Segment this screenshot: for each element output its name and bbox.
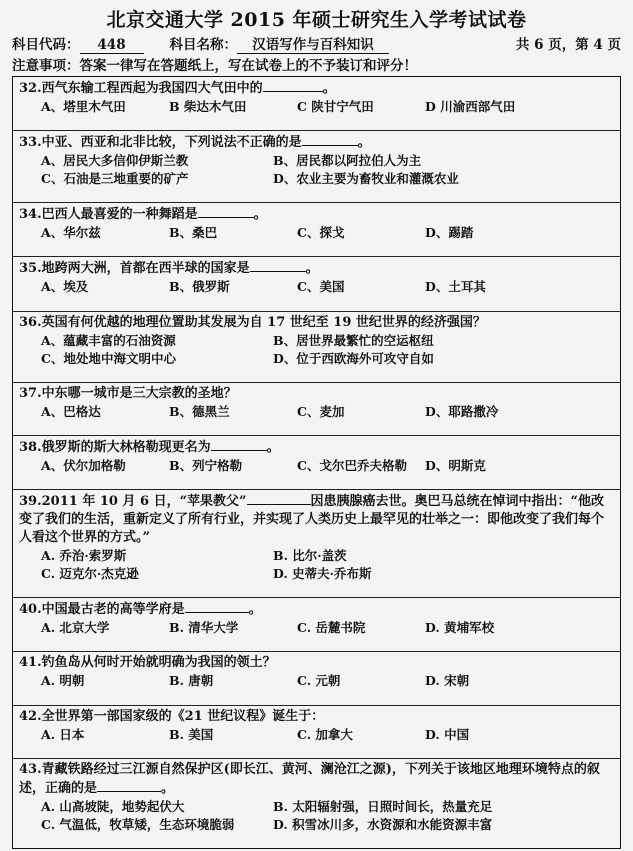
answer-option: B 柴达木气田 (169, 99, 247, 114)
answer-option: A、居民大多信仰伊斯兰教 (41, 153, 189, 169)
answer-option: B、德黑兰 (169, 403, 230, 419)
question-item (13, 652, 620, 705)
answer-option: C、地处地中海文明中心 (41, 350, 176, 366)
question-item (13, 759, 620, 848)
option-group (19, 798, 614, 834)
answer-option: C、美国 (297, 279, 345, 295)
question-number: 34. (19, 207, 42, 223)
question-text-end: 。 (253, 207, 267, 223)
answer-option: B. 太阳辐射强，日照时间长，热量充足 (273, 798, 493, 814)
answer-option: D. 积雪冰川多，水资源和水能资源丰富 (273, 816, 493, 832)
answer-blank (211, 438, 267, 451)
question-item (13, 257, 620, 311)
answer-option: A、华尔兹 (41, 225, 101, 241)
answer-option: B. 比尔·盖茨 (273, 548, 347, 564)
answer-option: D、明斯克 (425, 457, 486, 473)
question-text: 西气东输工程西起为我国四大气田中的 (41, 81, 263, 96)
page-count: 共 6 页，第 4 页 (515, 37, 621, 53)
question-number: 33. (19, 135, 42, 151)
question-text-end: 。 (248, 602, 262, 618)
question-number: 36. (19, 314, 42, 330)
answer-option: A、伏尔加格勒 (41, 457, 126, 473)
option-group (19, 619, 614, 637)
option-group (19, 278, 614, 296)
question-text-end: 。 (357, 135, 371, 151)
answer-option: B、居世界最繁忙的空运枢纽 (273, 332, 434, 348)
question-text: 地跨两大洲，首都在西半球的国家是 (41, 261, 250, 277)
option-group (19, 403, 614, 421)
question-text: 俄罗斯的斯大林格勒现更名为 (41, 439, 211, 455)
answer-option: C. 加拿大 (297, 726, 353, 742)
question-item (13, 77, 620, 131)
answer-option: C、探戈 (297, 225, 345, 241)
question-number: 38. (19, 439, 42, 455)
option-group (19, 457, 614, 475)
answer-blank (198, 205, 254, 218)
question-item (13, 383, 620, 436)
question-text: 钓鱼岛从何时开始就明确为我国的领土？ (41, 655, 276, 671)
option-group (19, 672, 614, 690)
answer-option: A. 乔治·索罗斯 (41, 548, 127, 564)
question-stem (19, 600, 614, 619)
answer-option: D. 宋朝 (425, 673, 470, 689)
question-text: 英国有何优越的地理位置助其发展为自 17 世纪至 19 世纪世界的经济强国？ (41, 314, 486, 330)
question-stem (19, 133, 614, 152)
question-number: 43. (19, 761, 42, 777)
answer-option: D、位于西欧海外可攻守自如 (273, 350, 434, 366)
notice: 注意事项：答案一律写在答题纸上，写在试卷上的不予装订和评分！ (12, 56, 621, 77)
question-number: 41. (19, 655, 42, 671)
answer-option: A. 日本 (41, 726, 85, 742)
question-text: 中东哪一城市是三大宗教的圣地？ (41, 385, 237, 401)
answer-option: B、俄罗斯 (169, 279, 230, 295)
answer-option: C、石油是三地重要的矿产 (41, 171, 189, 187)
question-stem (19, 385, 614, 403)
answer-option: A、塔里木气田 (41, 99, 126, 114)
question-text-end: 。 (305, 261, 319, 277)
answer-option: C 陕甘宁气田 (297, 99, 374, 114)
answer-option: A、巴格达 (41, 403, 101, 419)
answer-option: A、蕴藏丰富的石油资源 (41, 332, 176, 348)
code-value: 448 (80, 37, 144, 54)
answer-blank (263, 79, 323, 92)
question-number: 32. (19, 81, 42, 96)
answer-option: C. 气温低，牧草矮，生态环境脆弱 (41, 816, 235, 832)
question-text: 巴西人最喜爱的一种舞蹈是 (41, 207, 198, 223)
question-text: 青藏铁路经过三江源自然保护区(即长江、黄河、澜沧江之源)，下列关于该地区地理环境特点的叙述，正确的是 (19, 761, 600, 796)
question-stem (19, 708, 614, 726)
answer-option: B. 清华大学 (169, 620, 239, 636)
answer-option: C. 岳麓书院 (297, 620, 366, 636)
answer-option: C. 迈克尔·杰克逊 (41, 566, 139, 582)
answer-option: D. 中国 (425, 726, 470, 742)
answer-blank (247, 492, 311, 505)
answer-option: D、踢踏 (425, 225, 474, 241)
option-group (19, 547, 614, 583)
question-item (13, 490, 620, 598)
answer-option: C、戈尔巴乔夫格勒 (297, 457, 407, 473)
answer-option: B、列宁格勒 (169, 457, 243, 473)
exam-meta (12, 34, 621, 56)
answer-option: A、埃及 (41, 279, 89, 295)
answer-option: D. 黄埔军校 (425, 620, 495, 636)
answer-option: A. 明朝 (41, 673, 85, 689)
question-item (13, 203, 620, 257)
question-stem (19, 205, 614, 224)
question-item (13, 312, 620, 383)
option-group (19, 98, 614, 116)
answer-option: A. 北京大学 (41, 620, 110, 636)
question-item (13, 131, 620, 203)
question-stem (19, 314, 614, 332)
answer-blank (250, 259, 306, 272)
answer-blank (97, 779, 161, 792)
question-text: 中亚、西亚和北非比较，下列说法不正确的是 (41, 135, 302, 151)
question-item (13, 436, 620, 490)
question-text: 中国最古老的高等学府是 (41, 602, 185, 618)
question-stem (19, 492, 614, 547)
answer-option: D、农业主要为畜牧业和灌溉农业 (273, 171, 459, 187)
question-item (13, 706, 620, 759)
answer-option: D. 史蒂夫·乔布斯 (273, 566, 372, 582)
question-text-end: 因患胰腺癌去世。奥巴马总统在悼词中指出：“他改变了我们的生活，重新定义了所有行业，并实现了人类历史上最罕见的壮举之一：即他改变了我们每个人看这个世界的方式。” (19, 494, 605, 546)
question-stem (19, 438, 614, 457)
option-group (19, 152, 614, 188)
answer-option: D、土耳其 (425, 279, 486, 295)
question-stem (19, 654, 614, 672)
question-number: 42. (19, 708, 42, 724)
question-text-end: 。 (266, 439, 280, 455)
subject-label: 科目名称： (169, 37, 237, 53)
question-item (13, 598, 620, 652)
answer-option: B. 唐朝 (169, 673, 214, 689)
question-list (12, 77, 621, 849)
answer-blank (302, 133, 358, 146)
subject-value: 汉语写作与百科知识 (237, 37, 389, 54)
answer-option: C、麦加 (297, 403, 345, 419)
question-stem (19, 761, 614, 798)
answer-option: D 川渝西部气田 (425, 99, 516, 114)
option-group (19, 332, 614, 368)
answer-option: B. 美国 (169, 726, 214, 742)
option-group (19, 224, 614, 242)
question-text-end: 。 (161, 780, 175, 796)
answer-option: C. 元朝 (297, 673, 341, 689)
answer-option: B、桑巴 (169, 225, 218, 241)
answer-option: A. 山高坡陡，地势起伏大 (41, 798, 185, 814)
answer-option: D、耶路撒冷 (425, 403, 499, 419)
code-label: 科目代码： (12, 37, 80, 53)
question-stem (19, 259, 614, 278)
question-text-end: 。 (322, 81, 336, 96)
option-group (19, 726, 614, 744)
question-text: 全世界第一部国家级的《21 世纪议程》诞生于： (41, 708, 325, 724)
question-number: 40. (19, 602, 42, 618)
answer-blank (185, 600, 249, 613)
question-stem (19, 79, 614, 98)
page-title: 北京交通大学 2015 年硕士研究生入学考试试卷 (106, 9, 527, 31)
question-number: 37. (19, 385, 42, 401)
answer-option: B、居民都以阿拉伯人为主 (273, 153, 422, 169)
question-number: 35. (19, 261, 42, 277)
question-number: 39. (19, 494, 42, 510)
question-text: 2011 年 10 月 6 日，“苹果教父” (41, 494, 247, 510)
